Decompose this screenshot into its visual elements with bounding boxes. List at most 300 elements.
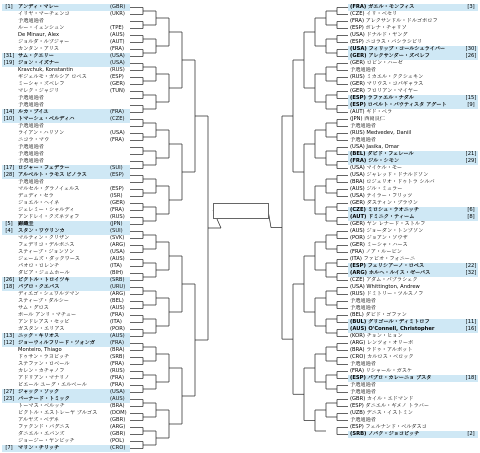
seed-label: [2] xyxy=(467,431,475,437)
seed-label: [30] xyxy=(465,46,477,52)
player-row[interactable] xyxy=(348,74,478,81)
player-name: ダニエル・エバンズ xyxy=(18,431,65,437)
player-name: 予選通過者 xyxy=(350,417,376,423)
player-name: 錦織圭 xyxy=(18,221,34,227)
player-row[interactable] xyxy=(2,382,130,389)
seed-label: [16] xyxy=(465,326,477,332)
player-row[interactable] xyxy=(2,11,130,18)
player-name: (USA) マイケル・モー xyxy=(350,165,403,171)
player-row[interactable] xyxy=(2,396,130,403)
player-row[interactable] xyxy=(348,186,478,193)
player-name: ミーシャ・ズベレフ xyxy=(18,81,65,87)
player-country: (ARG) xyxy=(110,242,126,248)
player-country: (FRA) xyxy=(110,382,124,388)
player-row[interactable] xyxy=(348,123,478,130)
player-row[interactable] xyxy=(348,291,478,298)
player-country: (DOM) xyxy=(110,410,127,416)
seed-label: [1] xyxy=(5,4,13,10)
player-country: (AUS) xyxy=(110,333,125,339)
player-name: (ESP) フェルナンド・ベルダスコ xyxy=(350,424,427,430)
player-row[interactable] xyxy=(2,151,130,158)
player-row[interactable] xyxy=(2,130,130,137)
player-row[interactable] xyxy=(348,410,478,417)
player-name: ジャック・ソック xyxy=(18,389,60,395)
player-row[interactable] xyxy=(348,214,478,221)
player-name: スタン・ワウリンカ xyxy=(18,228,65,234)
player-row[interactable] xyxy=(348,249,478,256)
player-name: (FRA) ジル・シモン xyxy=(350,158,400,164)
player-country: (ITA) xyxy=(110,263,122,269)
player-row[interactable] xyxy=(348,319,478,326)
player-name: ディエゴ・シュワルツマン xyxy=(18,291,80,297)
player-row[interactable] xyxy=(2,235,130,242)
player-name: 予選通過者 xyxy=(18,18,44,24)
player-name: ジョーウィルフリード・ツォンガ xyxy=(18,340,95,346)
player-name: (BUL) グリゴール・ディミトロフ xyxy=(350,319,430,325)
player-name: イリヤ・マーチェンコ xyxy=(18,11,70,17)
player-row[interactable] xyxy=(2,347,130,354)
player-name: 予選通過者 xyxy=(18,158,44,164)
player-country: (ESP) xyxy=(110,186,124,192)
player-row[interactable] xyxy=(2,333,130,340)
player-name: 予選通過者 xyxy=(350,67,376,73)
player-row[interactable] xyxy=(348,53,478,60)
seed-label: [8] xyxy=(467,214,475,220)
player-row[interactable] xyxy=(348,354,478,361)
player-name: (GER) アレクサンダー・ズベレフ xyxy=(350,53,430,59)
player-name: (ESP) ボレナ・チャリソ xyxy=(350,25,407,31)
player-row[interactable] xyxy=(348,326,478,333)
player-name: De Minaur, Alex xyxy=(18,32,60,38)
player-name: (GER) ロビン・ハーゼ xyxy=(350,60,403,66)
seed-label: [32] xyxy=(465,270,477,276)
player-row[interactable] xyxy=(348,200,478,207)
player-row[interactable] xyxy=(2,228,130,235)
seed-label: [12] xyxy=(3,340,15,346)
player-row[interactable] xyxy=(2,193,130,200)
player-row[interactable] xyxy=(2,354,130,361)
player-row[interactable] xyxy=(2,298,130,305)
seed-label: [3] xyxy=(467,4,475,10)
player-row[interactable] xyxy=(348,382,478,389)
player-name: カレン・カチャノフ xyxy=(18,368,65,374)
player-row[interactable] xyxy=(2,172,130,179)
player-row[interactable] xyxy=(348,396,478,403)
seed-label: [17] xyxy=(3,165,15,171)
player-country: (ITA) xyxy=(110,319,122,325)
player-row[interactable] xyxy=(348,361,478,368)
player-row[interactable] xyxy=(348,207,478,214)
player-row[interactable] xyxy=(2,291,130,298)
player-name: 予選通過者 xyxy=(18,151,44,157)
player-row[interactable] xyxy=(2,340,130,347)
player-row[interactable] xyxy=(348,312,478,319)
player-name: (ARG) ホルヘ・ルイス・ゼーバス xyxy=(350,270,431,276)
player-row[interactable] xyxy=(2,88,130,95)
player-name: (ITA) ファビオ・フォニーニ xyxy=(350,256,416,262)
seed-label: [29] xyxy=(465,158,477,164)
player-name: (AUS) ジョーダン・トンプソン xyxy=(350,228,424,234)
player-row[interactable] xyxy=(2,368,130,375)
player-country: (BRA) xyxy=(110,347,125,353)
player-name: (UZB) デニス・イストミン xyxy=(350,410,413,416)
player-row[interactable] xyxy=(2,277,130,284)
player-name: (USA) Whittington, Andrew xyxy=(350,284,420,290)
player-row[interactable] xyxy=(348,18,478,25)
player-name: (USA) ドナルド・ヤング xyxy=(350,32,408,38)
seed-label: [26] xyxy=(3,277,15,283)
player-country: (FRA) xyxy=(110,207,124,213)
player-name: (FRA) アレクサンドル・ドルゴポロフ xyxy=(350,18,438,24)
player-name: カンタン・アリス xyxy=(18,46,59,52)
player-row[interactable] xyxy=(2,431,130,438)
player-row[interactable] xyxy=(2,186,130,193)
player-name: マレク・ジャジリ xyxy=(18,88,60,94)
player-name: 予選通過者 xyxy=(350,123,376,129)
player-name: Monteiro, Thiago xyxy=(18,347,62,353)
player-name: サム・グロス xyxy=(18,305,49,311)
player-country: (ESP) xyxy=(110,172,124,178)
player-name: スティーブ・ダルシー xyxy=(18,298,69,304)
player-country: (FRA) xyxy=(110,361,124,367)
player-row[interactable] xyxy=(348,375,478,382)
player-row[interactable] xyxy=(2,319,130,326)
player-row[interactable] xyxy=(348,221,478,228)
player-name: ガスタン・エリアス xyxy=(18,326,65,332)
player-name: ジョージー・ヤンビッチ xyxy=(18,438,75,444)
player-country: (SUI) xyxy=(110,228,123,234)
player-row[interactable] xyxy=(2,305,130,312)
player-name: フェデリコ・デルボニス xyxy=(18,242,75,248)
player-name: (BEL) ダビド・フェレール xyxy=(350,151,414,157)
player-name: (FRA) ノア・ルービン xyxy=(350,249,402,255)
player-country: (FRA) xyxy=(110,137,124,143)
player-name: ドゥサン・ラヨビッチ xyxy=(18,354,70,360)
player-country: (FRA) xyxy=(110,46,124,52)
player-name: ルカ・プイユ xyxy=(18,109,49,115)
player-name: アルヤズ・ベデネ xyxy=(18,417,59,423)
player-country: (FRA) xyxy=(110,312,124,318)
player-row[interactable] xyxy=(2,403,130,410)
seed-label: [7] xyxy=(5,445,13,451)
player-name: ロジャー・フェデラー xyxy=(18,165,70,171)
player-name: (JPN) 西岡良仁 xyxy=(350,116,385,122)
player-country: (TUN) xyxy=(110,88,125,94)
player-row[interactable] xyxy=(2,242,130,249)
player-row[interactable] xyxy=(348,144,478,151)
player-country: (TPE) xyxy=(110,25,124,31)
player-country: (RUS) xyxy=(110,67,125,73)
player-row[interactable] xyxy=(348,32,478,39)
player-row[interactable] xyxy=(2,67,130,74)
player-name: パオロ・ロレンチ xyxy=(18,263,60,269)
player-row[interactable] xyxy=(348,228,478,235)
player-country: (ISR) xyxy=(110,193,123,199)
player-name: ジョルダ・ルプジャー xyxy=(18,39,70,45)
player-name: 予選通過者 xyxy=(350,361,376,367)
player-row[interactable] xyxy=(348,165,478,172)
player-row[interactable] xyxy=(2,270,130,277)
player-name: (POR) ジョアン・ソウザ xyxy=(350,235,408,241)
player-row[interactable] xyxy=(2,116,130,123)
player-row[interactable] xyxy=(2,214,130,221)
player-row[interactable] xyxy=(2,144,130,151)
player-name: (CZE) イリ・ベセリ xyxy=(350,11,398,17)
player-country: (ARG) xyxy=(110,291,126,297)
player-name: パブロ・クエバス xyxy=(18,284,60,290)
player-row[interactable] xyxy=(2,375,130,382)
player-row[interactable] xyxy=(2,165,130,172)
player-row[interactable] xyxy=(348,109,478,116)
player-name: (BRA) ラドゥ・アルボット xyxy=(350,347,413,353)
player-row[interactable] xyxy=(2,53,130,60)
player-row[interactable] xyxy=(348,137,478,144)
player-country: (ESP) xyxy=(110,74,124,80)
player-row[interactable] xyxy=(348,242,478,249)
player-name: (AUT) ギド・ペラ xyxy=(350,109,393,115)
player-name: マルセル・グラノイェルス xyxy=(18,186,80,192)
player-name: ニコラ・マウ xyxy=(18,137,50,143)
player-row[interactable] xyxy=(2,81,130,88)
player-name: ジェレミー・シャルディ xyxy=(18,207,75,213)
player-name: ビクトル・トロイツキ xyxy=(18,277,70,283)
seed-label: [15] xyxy=(465,95,477,101)
player-row[interactable] xyxy=(2,424,130,431)
player-row[interactable] xyxy=(348,25,478,32)
player-country: (BRA) xyxy=(110,403,125,409)
player-name: (CRO) カルロス・ベロック xyxy=(350,354,414,360)
player-name: マルティン・クリザン xyxy=(18,235,70,241)
player-row[interactable] xyxy=(2,438,130,445)
player-row[interactable] xyxy=(2,179,130,186)
player-row[interactable] xyxy=(348,46,478,53)
player-name: 予選通過者 xyxy=(350,298,376,304)
player-country: (RUS) xyxy=(110,214,125,220)
player-country: (AUS) xyxy=(110,256,125,262)
player-name: (GER) ヤン レナード・ストルフ xyxy=(350,221,426,227)
player-name: 予選通過者 xyxy=(18,144,44,150)
player-row[interactable] xyxy=(348,130,478,137)
player-row[interactable] xyxy=(2,410,130,417)
player-row[interactable] xyxy=(2,95,130,102)
player-name: アンディ・マレー xyxy=(18,4,59,10)
player-name: Kravchuk, Konstantin xyxy=(18,67,74,73)
player-country: (BIH) xyxy=(110,270,124,276)
player-name: サム・クエリー xyxy=(18,53,54,59)
seed-label: [4] xyxy=(5,228,13,234)
player-row[interactable] xyxy=(2,46,130,53)
player-country: (FRA) xyxy=(110,340,124,346)
player-row[interactable] xyxy=(2,39,130,46)
player-row[interactable] xyxy=(2,158,130,165)
player-row[interactable] xyxy=(2,60,130,67)
player-row[interactable] xyxy=(348,403,478,410)
final-match-box xyxy=(213,203,269,219)
player-row[interactable] xyxy=(348,95,478,102)
player-country: (AUS) xyxy=(110,396,125,402)
player-row[interactable] xyxy=(2,417,130,424)
player-name: アンドレアス・セッピ xyxy=(18,319,70,325)
player-row[interactable] xyxy=(2,18,130,25)
seed-label: [28] xyxy=(3,172,15,178)
player-name: トーマス・ベルッチ xyxy=(18,403,65,409)
player-row[interactable] xyxy=(348,417,478,424)
seed-label: [26] xyxy=(465,53,477,59)
player-name: (RUS) ドミトリー・ツルスノフ xyxy=(350,291,424,297)
player-row[interactable] xyxy=(348,347,478,354)
player-row[interactable] xyxy=(2,25,130,32)
player-name: (AUS) O'Connell, Christopher xyxy=(350,326,435,332)
player-row[interactable] xyxy=(2,249,130,256)
player-country: (CRO) xyxy=(110,445,126,451)
player-country: (RUS) xyxy=(110,368,125,374)
seed-label: [19] xyxy=(3,60,15,66)
player-row[interactable] xyxy=(348,256,478,263)
player-row[interactable] xyxy=(348,340,478,347)
player-row[interactable] xyxy=(348,60,478,67)
player-country: (BEL) xyxy=(110,298,124,304)
player-row[interactable] xyxy=(348,305,478,312)
seed-label: [14] xyxy=(3,109,15,115)
player-name: ポール アンリ・マチュー xyxy=(18,312,77,318)
player-name: 予選通過者 xyxy=(18,95,44,101)
player-row[interactable] xyxy=(2,389,130,396)
player-name: (GBR) カイル・エドマンド xyxy=(350,396,414,402)
player-row[interactable] xyxy=(348,263,478,270)
player-row[interactable] xyxy=(348,4,478,11)
player-row[interactable] xyxy=(348,116,478,123)
player-name: 予選通過者 xyxy=(350,382,376,388)
player-name: (AUS) ジル・ミュラー xyxy=(350,186,403,192)
player-name: ステファン・ロベール xyxy=(18,361,70,367)
player-row[interactable] xyxy=(2,207,130,214)
player-country: (ARG) xyxy=(110,424,126,430)
seed-label: [31] xyxy=(3,53,15,59)
player-country: (GBR) xyxy=(110,431,126,437)
player-name: ギジェルモ・ガルシア ロペス xyxy=(18,74,87,80)
player-country: (USA) xyxy=(110,60,125,66)
player-row[interactable] xyxy=(348,284,478,291)
player-country: (GER) xyxy=(110,200,125,206)
player-row[interactable] xyxy=(2,221,130,228)
player-name: ルー・イェンシュン xyxy=(18,25,65,31)
player-country: (USA) xyxy=(110,249,125,255)
player-country: (GER) xyxy=(110,81,125,87)
player-name: (USA) ジャレッド・ドナルドソン xyxy=(350,172,429,178)
player-name: デュディ・セラ xyxy=(18,193,54,199)
player-name: (GER) ダスティン・ブラウン xyxy=(350,200,418,206)
player-name: マリン・チリッチ xyxy=(18,445,60,451)
player-row[interactable] xyxy=(2,137,130,144)
player-name: (KOR) チョン・ヒョン xyxy=(350,333,403,339)
player-row[interactable] xyxy=(348,431,478,438)
player-name: 予選通過者 xyxy=(350,137,376,143)
player-name: (USA) Jasika, Omar xyxy=(350,144,400,150)
seed-label: [18] xyxy=(465,375,477,381)
player-row[interactable] xyxy=(348,298,478,305)
player-name: 予選通過者 xyxy=(18,179,44,185)
player-name: アドリアン・マナリノ xyxy=(18,375,70,381)
player-country: (POR) xyxy=(110,326,125,332)
player-row[interactable] xyxy=(348,102,478,109)
player-name: (GER) マリウス・コパギャラス xyxy=(350,81,424,87)
player-row[interactable] xyxy=(348,172,478,179)
seed-label: [27] xyxy=(3,389,15,395)
player-row[interactable] xyxy=(348,81,478,88)
player-row[interactable] xyxy=(2,263,130,270)
player-row[interactable] xyxy=(2,200,130,207)
player-country: (URU) xyxy=(110,284,126,290)
player-row[interactable] xyxy=(2,123,130,130)
player-row[interactable] xyxy=(348,277,478,284)
player-row[interactable] xyxy=(348,333,478,340)
seed-label: [18] xyxy=(3,284,15,290)
player-name: 予選通過者 xyxy=(18,102,44,108)
player-row[interactable] xyxy=(348,67,478,74)
player-row[interactable] xyxy=(2,74,130,81)
player-row[interactable] xyxy=(348,39,478,46)
player-row[interactable] xyxy=(348,179,478,186)
player-row[interactable] xyxy=(2,4,130,11)
player-name: (GER) フロリアン・マイヤー xyxy=(350,88,419,94)
player-name: アンドレイ・クズネツォフ xyxy=(18,214,80,220)
player-country: (FRA) xyxy=(110,109,124,115)
seed-label: [13] xyxy=(3,333,15,339)
player-row[interactable] xyxy=(2,102,130,109)
seed-label: [6] xyxy=(467,207,475,213)
player-country: (AUS) xyxy=(110,32,125,38)
player-country: (AUT) xyxy=(110,39,125,45)
player-row[interactable] xyxy=(2,32,130,39)
player-row[interactable] xyxy=(2,361,130,368)
player-row[interactable] xyxy=(348,424,478,431)
player-row[interactable] xyxy=(2,284,130,291)
player-row[interactable] xyxy=(348,88,478,95)
player-name: (RUS) ミカエル・ククシュキン xyxy=(350,74,424,80)
player-name: (ESP) ラファエル・ナダル xyxy=(350,95,414,101)
player-row[interactable] xyxy=(348,158,478,165)
player-name: ファクンド・バグニス xyxy=(18,424,70,430)
player-name: (ESP) ダニエル・ギメノ トラバー xyxy=(350,403,430,409)
player-name: (FRA) リシャール・ガスケ xyxy=(350,368,413,374)
player-country: (GBR) xyxy=(110,417,126,423)
player-row[interactable] xyxy=(2,445,130,452)
player-row[interactable] xyxy=(348,270,478,277)
player-row[interactable] xyxy=(2,312,130,319)
player-row[interactable] xyxy=(348,193,478,200)
player-row[interactable] xyxy=(348,368,478,375)
player-row[interactable] xyxy=(348,235,478,242)
player-name: (ESP) パブロ・カレーニョ ブスタ xyxy=(350,375,432,381)
player-name: (GER) ミーシャ・ハース xyxy=(350,242,408,248)
player-name: (FRA) ガエル・モンフィス xyxy=(350,4,415,10)
player-row[interactable] xyxy=(2,109,130,116)
player-row[interactable] xyxy=(2,256,130,263)
player-name: (USA) テイラー・フリッツ xyxy=(350,193,413,199)
player-name: 予選通過者 xyxy=(18,123,44,129)
player-row[interactable] xyxy=(2,326,130,333)
player-row[interactable] xyxy=(348,389,478,396)
player-country: (UKR) xyxy=(110,11,125,17)
player-name: ジョン・イズナー xyxy=(18,60,60,66)
player-name: (ESP) ロベルト・バウティスタ アグート xyxy=(350,102,447,108)
player-country: (USA) xyxy=(110,130,125,136)
player-country: (AUS) xyxy=(110,305,125,311)
seed-label: [11] xyxy=(465,319,477,325)
player-row[interactable] xyxy=(348,11,478,18)
player-country: (SVK) xyxy=(110,235,125,241)
player-row[interactable] xyxy=(348,151,478,158)
